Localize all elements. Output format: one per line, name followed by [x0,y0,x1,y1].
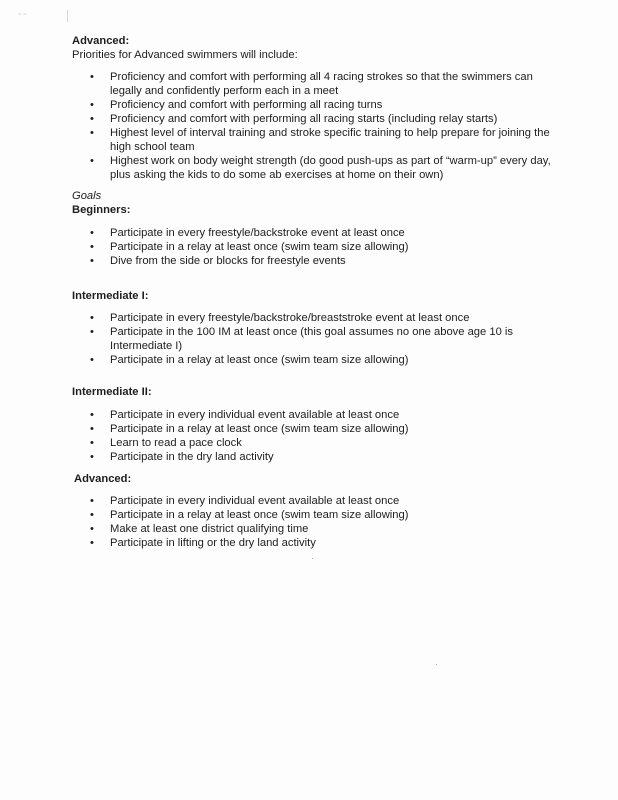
bullet-icon: • [90,523,94,535]
section-heading: Advanced: [72,35,130,47]
bullet-icon: • [90,227,94,239]
list-item-text: Participate in lifting or the dry land activity [110,537,316,549]
list-item-text: Participate in the dry land activity [110,451,274,463]
list-item [72,522,552,536]
list-item [72,126,552,154]
goals-header [72,189,552,217]
advanced-priorities-section [72,34,552,62]
section-heading: Advanced: [74,473,132,485]
list-item-text: Participate in every individual event available at least once [110,495,400,507]
bullet-icon: • [90,255,94,267]
bullet-icon: • [90,537,94,549]
bullet-icon: • [90,241,94,253]
bullet-icon: • [90,71,94,83]
advanced-goals-list [72,494,552,550]
list-item-text: Participate in a relay at least once (swim team size allowing) [110,509,409,521]
bullet-icon: • [90,409,94,421]
list-item [72,353,552,367]
list-item-text: Proficiency and comfort with performing all 4 racing strokes so that the swimmers can legally and confidently perform each in a meet [110,71,533,97]
intermediate-1-goals-list [72,311,552,367]
bullet-icon: • [90,437,94,449]
list-item [72,240,552,254]
list-item-text: Participate in the 100 IM at least once (this goal assumes no one above age 10 is Intermediate I) [110,326,513,352]
list-item [72,325,552,353]
bullet-icon: • [90,113,94,125]
list-item-text: Participate in every freestyle/backstroke/breaststroke event at least once [110,312,470,324]
list-item-text: Participate in a relay at least once (swim team size allowing) [110,423,409,435]
list-item-text: Participate in a relay at least once (swim team size allowing) [110,241,409,253]
list-item [72,494,552,508]
section-heading: Intermediate I: [72,290,149,302]
list-item-text: Participate in a relay at least once (swim team size allowing) [110,354,409,366]
section-heading: Intermediate II: [72,386,152,398]
list-item-text: Make at least one district qualifying time [110,523,309,535]
list-item [72,226,552,240]
bullet-icon: • [90,451,94,463]
section-intro: Priorities for Advanced swimmers will include: [72,49,298,61]
intermediate-2-section [72,385,552,399]
bullet-icon: • [90,155,94,167]
list-item [72,408,552,422]
intermediate-2-goals-list [72,408,552,464]
bullet-icon: • [90,312,94,324]
beginners-goals-list [72,226,552,268]
list-item-text: Highest level of interval training and stroke specific training to help prepare for joining the high school team [110,127,550,153]
list-item [72,112,552,126]
scan-artifact-line [67,10,68,22]
bullet-icon: • [90,509,94,521]
scan-speck [436,664,437,665]
list-item-text: Participate in every individual event available at least once [110,409,400,421]
list-item-text: Highest work on body weight strength (do good push-ups as part of “warm-up” every day, plus asking the kids to do some ab exercises at home on their own) [110,155,551,181]
list-item [72,508,552,522]
bullet-icon: • [90,99,94,111]
list-item-text: Proficiency and comfort with performing all racing starts (including relay starts) [110,113,498,125]
bullet-icon: • [90,495,94,507]
bullet-icon: • [90,354,94,366]
intermediate-1-section [72,289,552,303]
list-item [72,536,552,550]
list-item [72,311,552,325]
list-item [72,422,552,436]
advanced-priorities-list [72,70,552,182]
bullet-icon: • [90,127,94,139]
list-item-text: Learn to read a pace clock [110,437,242,449]
list-item-text: Proficiency and comfort with performing all racing turns [110,99,383,111]
list-item [72,98,552,112]
list-item [72,436,552,450]
list-item-text: Participate in every freestyle/backstroke event at least once [110,227,405,239]
scan-speck [312,558,313,559]
goals-label: Goals [72,190,102,202]
advanced-goals-section [74,472,554,486]
bullet-icon: • [90,423,94,435]
list-item [72,254,552,268]
section-heading: Beginners: [72,204,131,216]
list-item [72,450,552,464]
bullet-icon: • [90,326,94,338]
scan-artifact: ~ ~ [18,12,27,18]
list-item-text: Dive from the side or blocks for freestyle events [110,255,346,267]
list-item [72,70,552,98]
list-item [72,154,552,182]
